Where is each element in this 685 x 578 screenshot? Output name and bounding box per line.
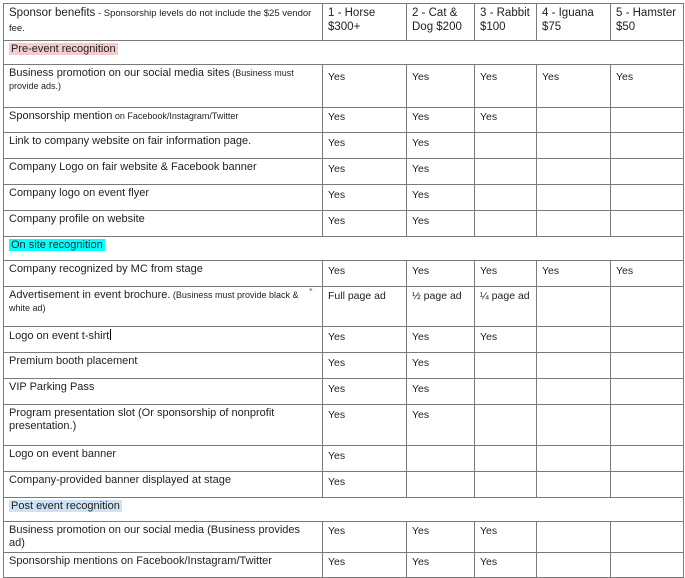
- value-cell[interactable]: Yes: [475, 108, 537, 133]
- benefit-label[interactable]: Logo on event banner: [4, 446, 323, 472]
- value-cell[interactable]: Yes: [475, 327, 537, 353]
- benefit-label-cell[interactable]: [4, 327, 323, 353]
- benefit-label: Sponsorship mention: [9, 110, 113, 122]
- value-cell[interactable]: [611, 353, 684, 379]
- table-row: [4, 211, 684, 237]
- benefit-label[interactable]: Business promotion on our social media (Business provides ad): [4, 522, 323, 553]
- value-cell[interactable]: Yes: [537, 261, 611, 287]
- table-row: [4, 472, 684, 498]
- value-cell[interactable]: [537, 327, 611, 353]
- value-cell[interactable]: Yes: [323, 522, 407, 553]
- header-cell-level-2[interactable]: 2 - Cat & Dog $200: [407, 4, 475, 41]
- benefit-label: Business promotion on our social media sites: [9, 67, 230, 79]
- value-cell[interactable]: [537, 522, 611, 553]
- value-cell[interactable]: [475, 446, 537, 472]
- value-cell[interactable]: [537, 108, 611, 133]
- value-cell[interactable]: Yes: [407, 353, 475, 379]
- value-cell[interactable]: [537, 379, 611, 405]
- value-cell[interactable]: [611, 159, 684, 185]
- value-cell[interactable]: [537, 553, 611, 578]
- benefit-label[interactable]: Sponsorship mentions on Facebook/Instagram/Twitter: [4, 553, 323, 578]
- value-cell[interactable]: Yes: [407, 379, 475, 405]
- value-cell[interactable]: Yes: [407, 65, 475, 108]
- cell-menu-icon[interactable]: ▾: [309, 287, 313, 294]
- benefit-label[interactable]: Company recognized by MC from stage: [4, 261, 323, 287]
- header-row: [4, 4, 684, 41]
- section-row-pre-event: [4, 41, 684, 65]
- header-cell-level-3[interactable]: 3 - Rabbit $100: [475, 4, 537, 41]
- benefit-label[interactable]: Company logo on event flyer: [4, 185, 323, 211]
- value-cell[interactable]: [537, 159, 611, 185]
- value-cell[interactable]: [475, 159, 537, 185]
- value-cell[interactable]: [611, 446, 684, 472]
- benefit-label[interactable]: Company profile on website: [4, 211, 323, 237]
- section-title-pre-event: Pre-event recognition: [11, 43, 116, 55]
- sponsor-benefits-table: [3, 3, 684, 578]
- value-cell[interactable]: Yes: [475, 261, 537, 287]
- value-cell[interactable]: [537, 353, 611, 379]
- value-cell[interactable]: [611, 522, 684, 553]
- value-cell[interactable]: [537, 287, 611, 327]
- section-title-post-event: Post event recognition: [11, 500, 120, 512]
- value-cell[interactable]: [611, 211, 684, 237]
- table-row: [4, 261, 684, 287]
- benefit-label[interactable]: VIP Parking Pass: [4, 379, 323, 405]
- header-cell-benefits[interactable]: [4, 4, 323, 41]
- value-cell[interactable]: Yes: [323, 353, 407, 379]
- benefit-label[interactable]: Company-provided banner displayed at stage: [4, 472, 323, 498]
- value-cell[interactable]: Yes: [611, 65, 684, 108]
- value-cell[interactable]: Yes: [407, 133, 475, 159]
- value-cell[interactable]: Yes: [323, 159, 407, 185]
- value-cell[interactable]: [611, 327, 684, 353]
- value-cell[interactable]: Yes: [323, 379, 407, 405]
- value-cell[interactable]: Yes: [407, 327, 475, 353]
- value-cell[interactable]: Yes: [407, 211, 475, 237]
- value-cell[interactable]: Yes: [407, 261, 475, 287]
- value-cell[interactable]: [611, 287, 684, 327]
- value-cell[interactable]: [475, 133, 537, 159]
- table-row: [4, 133, 684, 159]
- value-cell[interactable]: Yes: [475, 553, 537, 578]
- value-cell[interactable]: Yes: [323, 405, 407, 446]
- value-cell[interactable]: Yes: [475, 522, 537, 553]
- table-row: [4, 353, 684, 379]
- benefit-label-cell[interactable]: [4, 108, 323, 133]
- header-cell-level-4[interactable]: 4 - Iguana $75: [537, 4, 611, 41]
- value-cell[interactable]: Yes: [323, 472, 407, 498]
- value-cell[interactable]: Yes: [407, 553, 475, 578]
- value-cell[interactable]: [611, 379, 684, 405]
- section-title-on-site: On site recognition: [11, 239, 103, 251]
- value-cell[interactable]: [611, 133, 684, 159]
- section-cell[interactable]: [4, 41, 684, 65]
- value-cell[interactable]: Yes: [407, 185, 475, 211]
- benefit-label-cell[interactable]: [4, 65, 323, 108]
- value-cell[interactable]: Yes: [323, 446, 407, 472]
- benefit-label[interactable]: Company Logo on fair website & Facebook banner: [4, 159, 323, 185]
- benefit-label[interactable]: Premium booth placement: [4, 353, 323, 379]
- value-cell[interactable]: [611, 472, 684, 498]
- section-row-on-site: [4, 237, 684, 261]
- value-cell[interactable]: [475, 472, 537, 498]
- value-cell[interactable]: [611, 553, 684, 578]
- value-cell[interactable]: Yes: [323, 553, 407, 578]
- value-cell[interactable]: Yes: [323, 261, 407, 287]
- value-cell[interactable]: Yes: [537, 65, 611, 108]
- value-cell[interactable]: Yes: [407, 522, 475, 553]
- benefit-note: (Business must provide ads.): [9, 68, 294, 91]
- value-cell[interactable]: Yes: [323, 108, 407, 133]
- table-row: [4, 446, 684, 472]
- value-cell[interactable]: Yes: [407, 405, 475, 446]
- value-cell[interactable]: [475, 185, 537, 211]
- value-cell[interactable]: [407, 446, 475, 472]
- table-row: [4, 327, 684, 353]
- value-cell[interactable]: [537, 405, 611, 446]
- value-cell[interactable]: Yes: [611, 261, 684, 287]
- value-cell[interactable]: [475, 379, 537, 405]
- benefit-note: (Business must provide black & white ad): [9, 290, 299, 313]
- value-cell[interactable]: [537, 185, 611, 211]
- benefit-label[interactable]: Link to company website on fair information page.: [4, 133, 323, 159]
- value-cell[interactable]: Yes: [323, 211, 407, 237]
- value-cell[interactable]: Yes: [475, 65, 537, 108]
- benefit-label[interactable]: Program presentation slot (Or sponsorship of nonprofit presentation.): [4, 405, 323, 446]
- table-row: [4, 553, 684, 578]
- table-row: [4, 108, 684, 133]
- value-cell[interactable]: Yes: [323, 133, 407, 159]
- value-cell[interactable]: [611, 185, 684, 211]
- value-cell[interactable]: Yes: [323, 65, 407, 108]
- value-cell[interactable]: ¼ page ad: [475, 287, 537, 327]
- table-row: [4, 379, 684, 405]
- table-row: [4, 405, 684, 446]
- value-cell[interactable]: [537, 211, 611, 237]
- value-cell[interactable]: [537, 446, 611, 472]
- value-cell[interactable]: [475, 405, 537, 446]
- table-row: [4, 185, 684, 211]
- value-cell[interactable]: ½ page ad: [407, 287, 475, 327]
- section-cell[interactable]: [4, 237, 684, 261]
- value-cell[interactable]: Yes: [323, 185, 407, 211]
- benefit-label-cell[interactable]: [4, 287, 323, 327]
- table-row: [4, 522, 684, 553]
- value-cell[interactable]: Full page ad: [323, 287, 407, 327]
- header-title: Sponsor benefits: [9, 7, 96, 19]
- header-cell-level-5[interactable]: 5 - Hamster $50: [611, 4, 684, 41]
- benefit-label: Advertisement in event brochure.: [9, 289, 171, 301]
- benefit-note: on Facebook/Instagram/Twitter: [112, 111, 239, 121]
- value-cell[interactable]: [537, 472, 611, 498]
- value-cell[interactable]: [475, 353, 537, 379]
- section-row-post-event: [4, 498, 684, 522]
- table-row: [4, 287, 684, 327]
- text-cursor: [110, 329, 111, 340]
- table-row: [4, 159, 684, 185]
- value-cell[interactable]: Yes: [407, 159, 475, 185]
- header-cell-level-1[interactable]: 1 - Horse $300+: [323, 4, 407, 41]
- value-cell[interactable]: [611, 405, 684, 446]
- header-note: - Sponsorship levels do not include the $25 vendor fee.: [9, 8, 312, 34]
- value-cell[interactable]: [537, 133, 611, 159]
- value-cell[interactable]: [475, 211, 537, 237]
- value-cell[interactable]: Yes: [323, 327, 407, 353]
- table-row: [4, 65, 684, 108]
- benefit-label: Logo on event t-shirt: [9, 330, 110, 342]
- value-cell[interactable]: [407, 472, 475, 498]
- value-cell[interactable]: Yes: [407, 108, 475, 133]
- value-cell[interactable]: [611, 108, 684, 133]
- section-cell[interactable]: [4, 498, 684, 522]
